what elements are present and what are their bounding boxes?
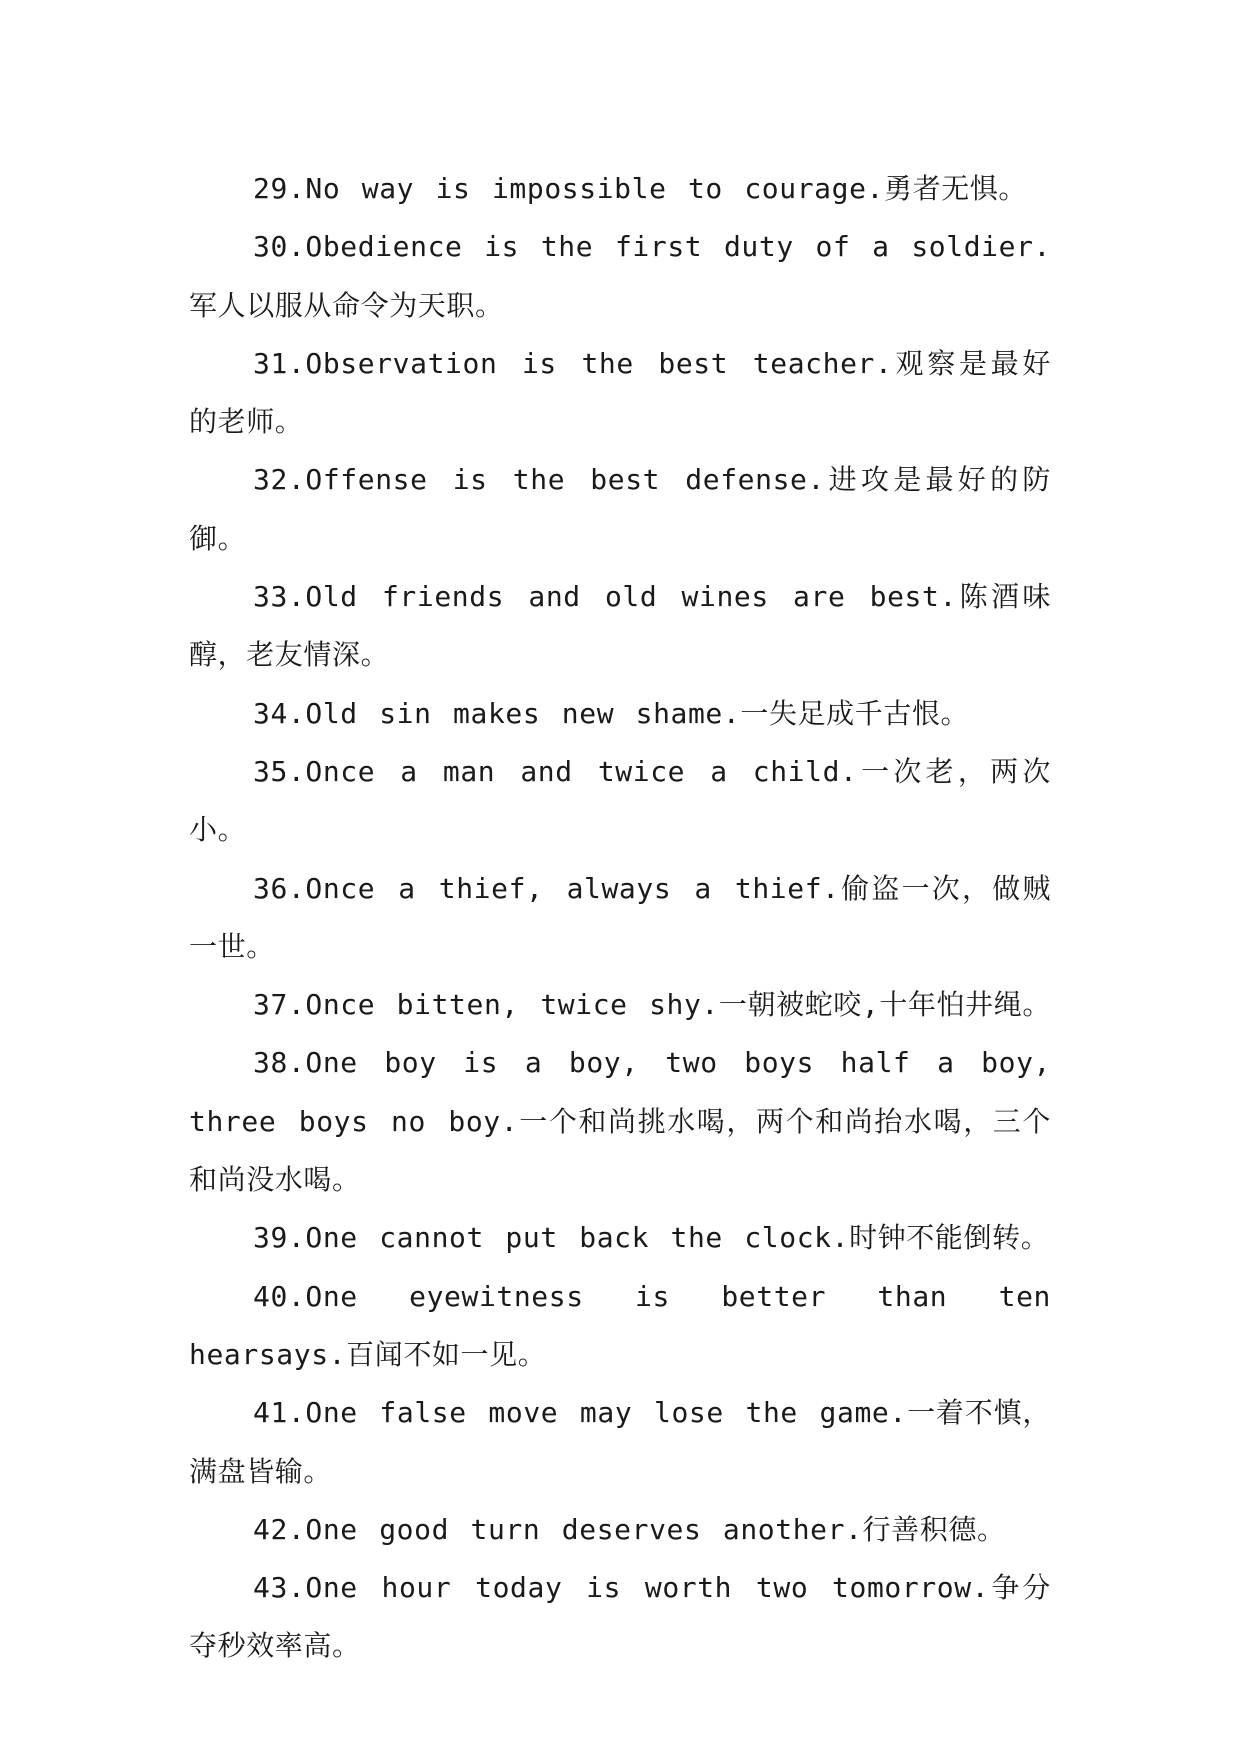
- proverb-29: 29.No way is impossible to courage.勇者无惧。: [253, 172, 1028, 205]
- proverb-39: 39.One cannot put back the clock.时钟不能倒转。: [253, 1221, 1050, 1255]
- proverb-40: 40.One eyewitness is better than ten hearsays.百闻不如一见。: [189, 1279, 1051, 1371]
- proverb-31: 31.Observation is the best teacher.观察是最好的老师。: [189, 346, 1051, 439]
- proverb-37: 37.Once bitten, twice shy.一朝被蛇咬,十年怕井绳。: [253, 988, 1051, 1022]
- proverb-38: 38.One boy is a boy, two boys half a boy, three boys no boy.一个和尚挑水喝，两个和尚抬水喝，三个和尚没水喝。: [189, 1046, 1051, 1197]
- proverb-41: 41.One false move may lose the game.一着不慎，满盘皆输。: [189, 1396, 1051, 1488]
- proverb-43: 43.One hour today is worth two tomorrow.争分夺秒效率高。: [189, 1571, 1051, 1663]
- proverb-35: 35.Once a man and twice a child.一次老，两次小。: [189, 754, 1051, 847]
- proverb-36: 36.Once a thief, always a thief.偷盗一次，做贼一世。: [189, 871, 1051, 963]
- proverb-30: 30.Obedience is the first duty of a soldier.军人以服从命令为天职。: [189, 230, 1051, 322]
- proverb-42: 42.One good turn deserves another.行善积德。: [253, 1512, 1006, 1546]
- proverb-33: 33.Old friends and old wines are best.陈酒味醇，老友情深。: [189, 580, 1051, 672]
- proverb-32: 32.Offense is the best defense.进攻是最好的防御。: [189, 463, 1051, 555]
- proverb-list: [189, 160, 1051, 1676]
- proverb-34: 34.Old sin makes new shame.一失足成千古恨。: [253, 696, 970, 730]
